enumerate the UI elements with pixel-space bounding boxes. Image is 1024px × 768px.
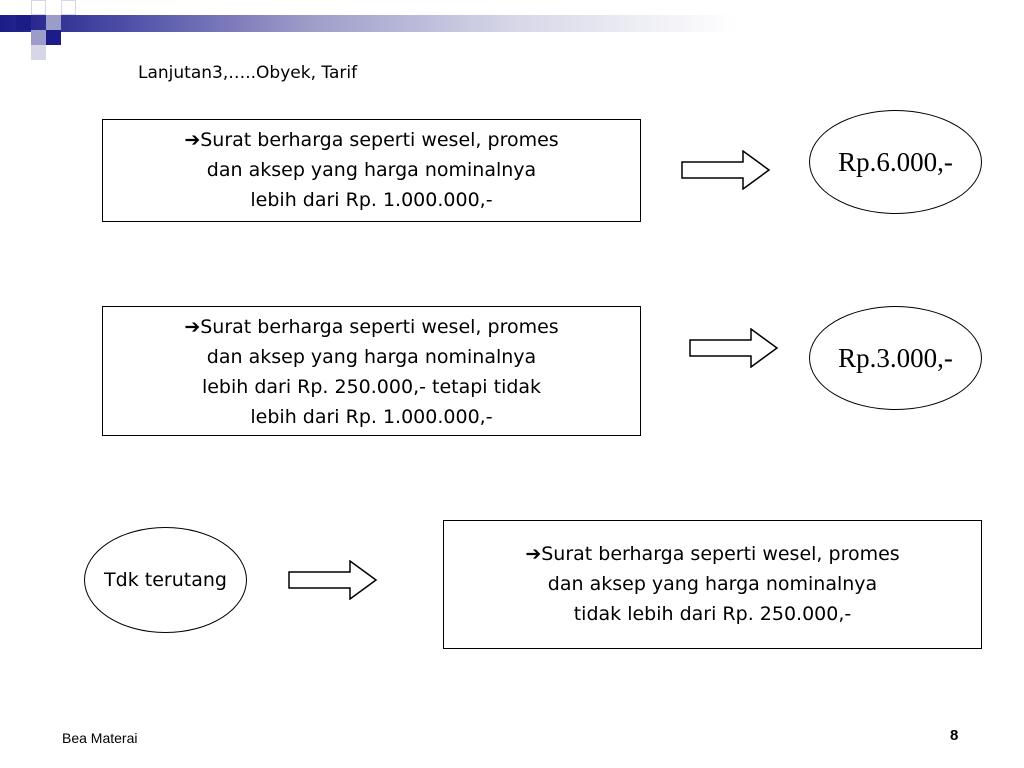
- rule-line: ➔Surat berharga seperti wesel, promes: [184, 129, 559, 151]
- rule-box-1: [102, 119, 641, 222]
- bullet-arrow-icon: ➔: [184, 316, 201, 338]
- tariff-value: Tdk terutang: [104, 569, 227, 591]
- header-gradient-bar: [0, 15, 1024, 32]
- right-arrow-icon: [681, 150, 771, 190]
- rule-line: ➔Surat berharga seperti wesel, promes: [525, 543, 900, 565]
- tariff-value: Rp.3.000,-: [838, 342, 953, 373]
- header-square-white-2: [61, 0, 76, 15]
- header-square-pale: [31, 45, 46, 60]
- tariff-ellipse-1: [809, 110, 982, 214]
- rule-box-2: [102, 306, 641, 436]
- rule-line: lebih dari Rp. 250.000,- tetapi tidak: [201, 376, 542, 398]
- header-square-dark-2: [46, 30, 61, 45]
- rule-line: ➔Surat berharga seperti wesel, promes: [184, 316, 559, 338]
- rule-box-3: [443, 520, 982, 649]
- header-square-light-2: [31, 30, 46, 45]
- header-square-white: [31, 0, 46, 15]
- rule-line: dan aksep yang harga nominalnya: [206, 346, 537, 368]
- tariff-value: Rp.6.000,-: [838, 146, 953, 177]
- header-square-dark: [16, 15, 31, 30]
- right-arrow-icon: [288, 560, 378, 600]
- rule-line: dan aksep yang harga nominalnya: [206, 159, 537, 181]
- rule-line: lebih dari Rp. 1.000.000,-: [250, 189, 493, 211]
- tariff-ellipse-3: [84, 527, 247, 633]
- right-arrow-icon: [689, 328, 779, 368]
- tariff-ellipse-2: [809, 306, 982, 410]
- bullet-arrow-icon: ➔: [184, 129, 201, 151]
- slide-subtitle: Lanjutan3,…..Obyek, Tarif: [138, 63, 358, 83]
- rule-line: tidak lebih dari Rp. 250.000,-: [573, 603, 852, 625]
- bullet-arrow-icon: ➔: [525, 543, 542, 565]
- header-square-light: [46, 15, 61, 30]
- rule-line: lebih dari Rp. 1.000.000,-: [250, 406, 493, 428]
- page-number: 8: [950, 727, 959, 744]
- footer-label: Bea Materai: [62, 730, 138, 746]
- rule-line: dan aksep yang harga nominalnya: [547, 573, 878, 595]
